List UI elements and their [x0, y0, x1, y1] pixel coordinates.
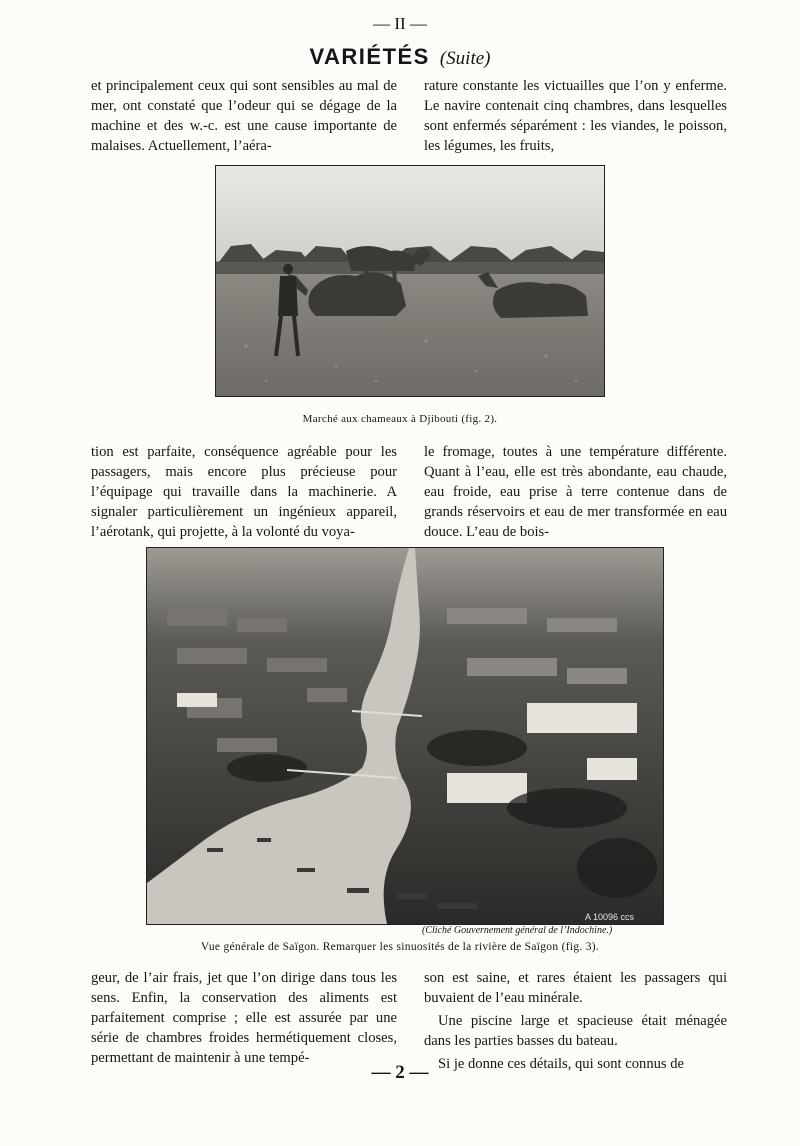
- camel-market-photo: [215, 165, 605, 397]
- page-title: [0, 44, 800, 70]
- paragraph: et principalement ceux qui sont sensibles au mal de mer, ont constaté que l’odeur qui se dégage de la machine et des w.-c. est une cause importante de malaises. Actuellement, l’aéra-: [91, 78, 397, 154]
- text-block-3-right: [424, 968, 727, 1074]
- paragraph: Une piscine large et spacieuse était ménagée dans les parties basses du bateau.: [424, 1013, 727, 1049]
- paragraph: le fromage, toutes à une température différente. Quant à l’eau, elle est très abondante, eau chaude, eau froide, eau prise à terre contenue dans de grands réservoirs et eau de mer transformée en eau douce. L’eau de bois-: [424, 444, 727, 540]
- saigon-aerial-photo: [146, 547, 664, 925]
- paragraph: rature constante les victuailles que l’on y enferme. Le navire contenait cinq chambres, dans lesquelles sont enfermés séparément : les viandes, le poisson, les légumes, les fruits,: [424, 78, 727, 154]
- title-suite: (Suite): [439, 48, 491, 69]
- camel-market-illustration: [216, 166, 604, 396]
- title-text: VARIÉTÉS: [309, 44, 430, 69]
- text-block-1-left: [91, 76, 397, 156]
- page-number-roman: — II —: [373, 14, 427, 33]
- figure-caption-1: Marché aux chameaux à Djibouti (fig. 2).: [302, 413, 498, 425]
- figure-caption-2: Vue générale de Saïgon. Remarquer les sinuosités de la rivière de Saïgon (fig. 3).: [200, 941, 600, 953]
- paragraph: Si je donne ces détails, qui sont connus de: [438, 1056, 685, 1072]
- text-block-3-left: [91, 968, 397, 1068]
- page-number: — 2 —: [371, 1062, 429, 1083]
- text-block-2-left: [91, 442, 397, 542]
- paragraph: son est saine, et rares étaient les passagers qui buvaient de l’eau minérale.: [424, 970, 727, 1006]
- photo-mark: A 10096 ccs: [585, 912, 635, 922]
- saigon-aerial-illustration: [147, 548, 663, 924]
- text-block-2-right: [424, 442, 727, 542]
- photo-credit: (Cliché Gouvernement général de l’Indochine.): [422, 925, 613, 936]
- paragraph: geur, de l’air frais, jet que l’on dirige dans tous les sens. Enfin, la conservation des aliments est parfaitement comprise ; elle est assurée par une série de chambres froides hermétiquement closes, permettant de maintenir à une tempé-: [91, 970, 397, 1066]
- text-block-1-right: [424, 76, 727, 156]
- paragraph: tion est parfaite, conséquence agréable pour les passagers, mais encore plus précieuse pour l’équipage qui travaille dans la machinerie. A signaler particulièrement un ingénieux appareil, l’aérotank, qui projette, à la volonté du voya-: [91, 444, 397, 540]
